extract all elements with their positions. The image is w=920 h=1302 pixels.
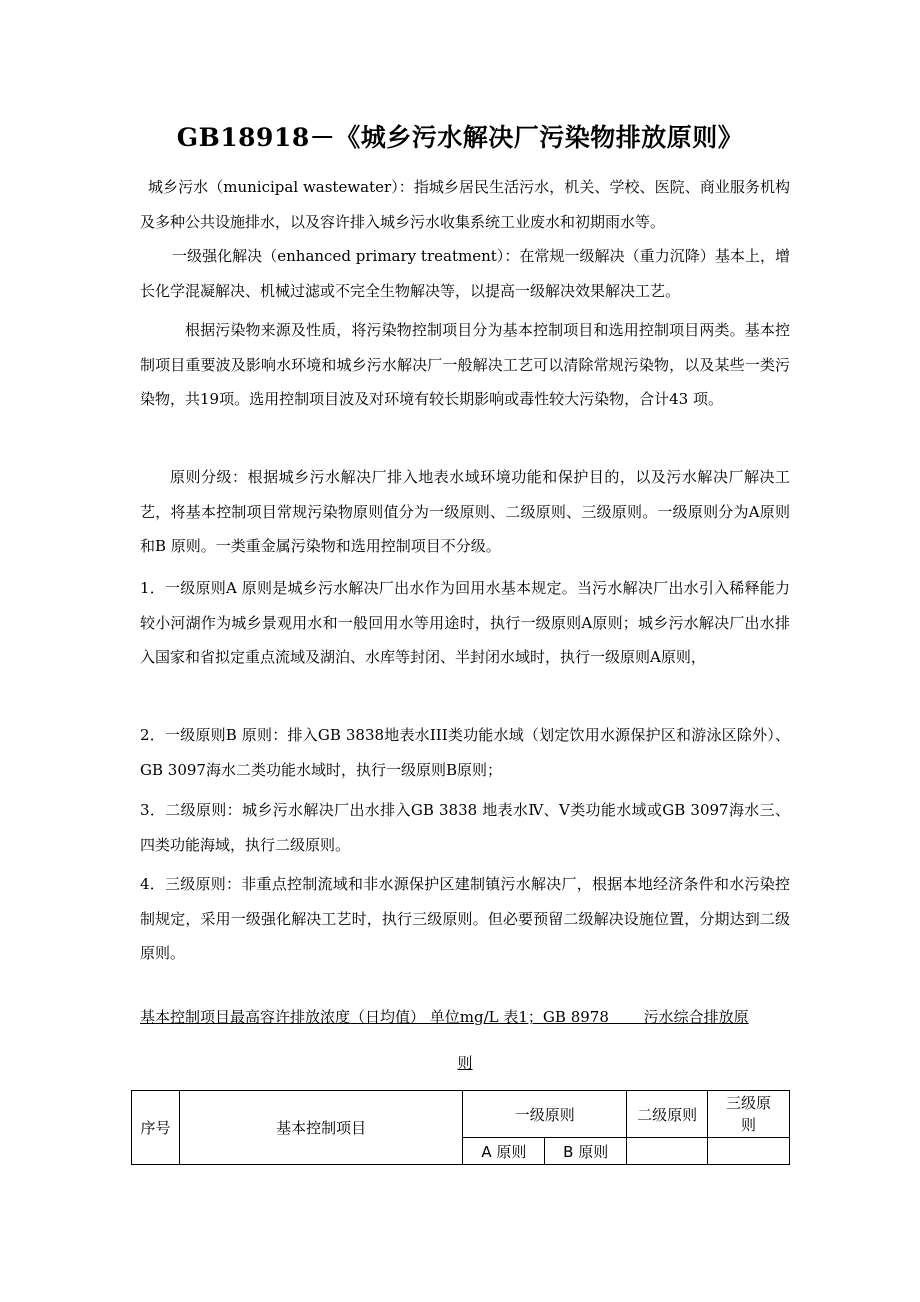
subheader-grade1-a: A 原则 [463, 1138, 545, 1165]
paragraph-definition-wastewater: 城乡污水（municipal wastewater）：指城乡居民生活污水，机关、学校、医院、商业服务机构及多种公共设施排水，以及容许排入城乡污水收集系统工业废水和初期雨水等。 [140, 178, 790, 231]
paragraph-item-1: 1．一级原则A 原则是城乡污水解决厂出水作为回用水基本规定。当污水解决厂出水引入稀释能力较小河湖作为城乡景观用水和一般回用水等用途时，执行一级原则A原则；城乡污水解决厂出水排入国家和省拟定重点流域及湖泊、水库等封闭、半封闭水域时，执行一级原则A原则， [140, 579, 790, 666]
paragraph-item-4: 4．三级原则：非重点控制流域和非水源保护区建制镇污水解决厂，根据本地经济条件和水污染控制规定，采用一级强化解决工艺时，执行三级原则。但必要预留二级解决设施位置，分期达到二级原则。 [140, 875, 790, 962]
header-seq: 序号 [132, 1091, 180, 1165]
standards-table [131, 1090, 790, 1165]
table-caption [140, 994, 790, 1086]
page-title: GB18918－《城乡污水解决厂污染物排放原则》 [176, 123, 744, 152]
header-basic-item: 基本控制项目 [179, 1091, 462, 1165]
paragraph-definition-enhanced-treatment: 一级强化解决（enhanced primary treatment）：在常规一级解决（重力沉降）基本上，增长化学混凝解决、机械过滤或不完全生物解决等，以提高一级解决效果解决工艺。 [140, 247, 790, 300]
subheader-grade1-b: B 原则 [545, 1138, 627, 1165]
paragraph-grading: 原则分级：根据城乡污水解决厂排入地表水域环境功能和保护目的，以及污水解决厂解决工艺，将基本控制项目常规污染物原则值分为一级原则、二级原则、三级原则。一级原则分为A原则和B 原则。一类重金属污染物和选用控制项目不分级。 [140, 468, 790, 555]
header-grade1: 一级原则 [463, 1091, 627, 1138]
paragraph-item-3: 3．二级原则：城乡污水解决厂出水排入GB 3838 地表水Ⅳ、Ⅴ类功能水域或GB 3097海水三、四类功能海域，执行二级原则。 [140, 801, 790, 854]
paragraph-control-items: 根据污染物来源及性质，将污染物控制项目分为基本控制项目和选用控制项目两类。基本控制项目重要波及影响水环境和城乡污水解决厂一般解决工艺可以清除常规污染物，以及某些一类污染物，共19项。选用控制项目波及对环境有较长期影响或毒性较大污染物，合计43 项。 [140, 321, 790, 408]
header-grade3: 三级原则 [708, 1091, 790, 1138]
subheader-grade3-empty [708, 1138, 790, 1165]
header-grade2: 二级原则 [627, 1091, 708, 1138]
table-caption-line2: 则 [457, 1054, 473, 1072]
subheader-grade2-empty [627, 1138, 708, 1165]
table-header-row [132, 1091, 790, 1138]
paragraph-item-2: 2．一级原则B 原则：排入GB 3838地表水III类功能水域（划定饮用水源保护区和游泳区除外）、GB 3097海水二类功能水域时，执行一级原则B原则； [140, 726, 790, 779]
table-caption-line1: 基本控制项目最高容许排放浓度（日均值） 单位mg/L 表1；GB 8978 污水综合排放原 [140, 1008, 749, 1026]
